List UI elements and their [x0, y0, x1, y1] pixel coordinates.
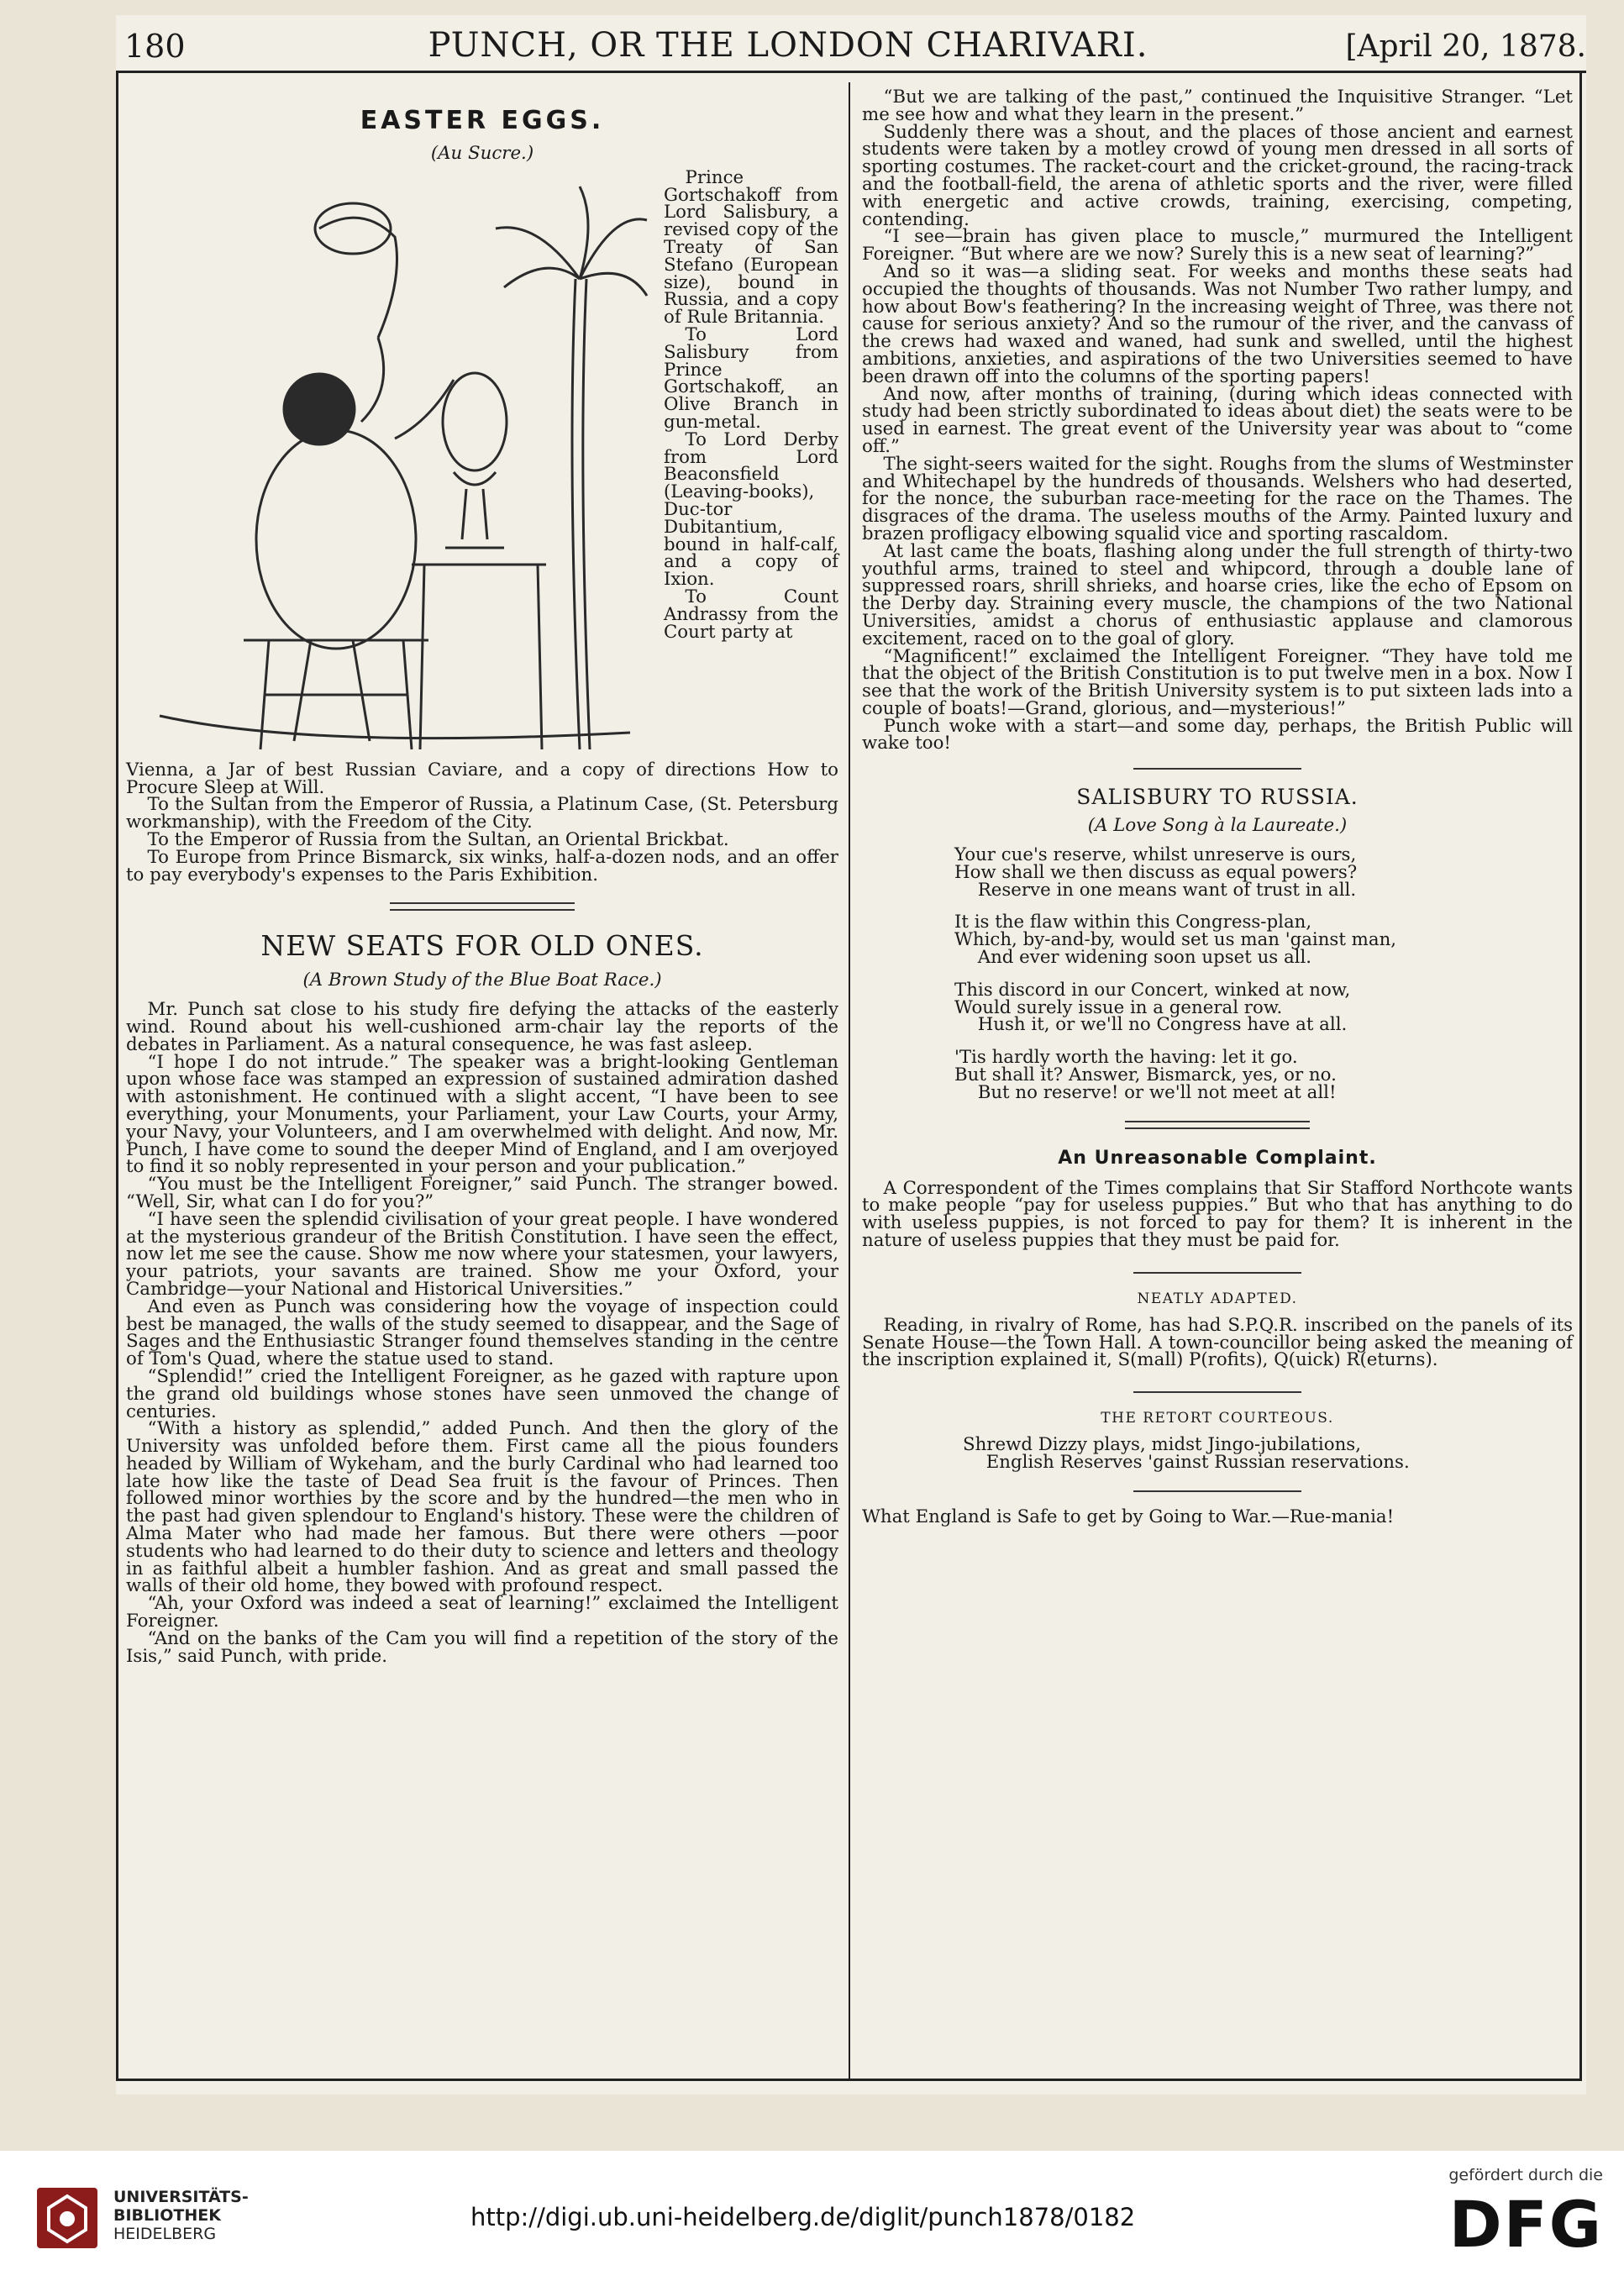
newspaper-page	[116, 15, 1586, 2094]
retort-verse	[862, 1434, 1573, 1474]
right-paragraph: At last came the boats, flashing along under the full strength of thirty-two youthful arms, trained to steel and whipcord, through a double lane of suppressed roars, shrill shrieks, and hoarse cries, like the echo of Epsom on the Derby day. Straining every muscle, the champions of the two National Universities, amidst a chorus of enthusiastic applause and clamorous excitement, raced on to the goal of glory.	[862, 540, 1573, 649]
salisbury-title: SALISBURY TO RUSSIA.	[1076, 785, 1359, 810]
poem-line: Your cue's reserve, whilst unreserve is ours,	[954, 844, 1357, 866]
easter-subtitle: (Au Sucre.)	[430, 143, 534, 164]
funding-note: gefördert durch die	[1448, 2166, 1603, 2184]
new-seats-paragraph: Mr. Punch sat close to his study fire defying the attacks of the easterly wind. Round about his well-cushioned arm-chair lay the reports of the debates in Parliament. As a natural consequence, he was fast asleep.	[126, 999, 838, 1055]
poem-line: Which, by-and-by, would set us man 'gainst man,	[954, 929, 1397, 951]
new-seats-title: NEW SEATS FOR OLD ONES.	[260, 929, 704, 963]
poem-stanza	[954, 912, 1573, 969]
salisbury-subtitle: (A Love Song à la Laureate.)	[1087, 815, 1348, 837]
poem-line: Reserve in one means want of trust in all.	[977, 879, 1357, 901]
right-paragraph: And so it was—a sliding seat. For weeks and months these seats had occupied the thoughts of thousands. Was not Number Two rather lumpy, and how about Bow's feathering? In the increasing weight of Three, was there not cause for serious anxiety? And so the rumour of the river, and the canvass of the crews had waxed and waned, had sunk and swelled, until the highest ambitions, anxieties, and aspirations of the two Universities seemed to have been drawn off into the columns of the sporting papers!	[862, 260, 1573, 387]
bottom-rule	[116, 2079, 1582, 2081]
section-divider	[1133, 1391, 1301, 1393]
poem-line: But shall it? Answer, Bismarck, yes, or no.	[954, 1064, 1337, 1086]
column-divider	[849, 82, 850, 2079]
salisbury-poem	[862, 844, 1573, 1103]
right-paragraph: And now, after months of training, (during which ideas connected with study had been strictly subordinated to ideas about diet) the seats were to be used in earnest. The great event of the University year was about to “come off.”	[862, 383, 1573, 457]
header-rule	[116, 71, 1586, 73]
page-header	[124, 15, 1586, 65]
right-paragraph: Punch woke with a start—and some day, perhaps, the British Public will wake too!	[862, 715, 1573, 754]
section-divider	[1125, 1121, 1310, 1129]
page-title: PUNCH, OR THE LONDON CHARIVARI.	[428, 26, 1148, 65]
new-seats-paragraph: “I have seen the splendid civilisation of your great people. I have wondered at the mysterious grandeur of the British Constitution. I have seen the effect, now let me see the cause. Show me now where your statesmen, your lawyers, your patriots, your savants are trained. Show me your Oxford, your Cambridge—your National and Historical Universities.”	[126, 1208, 838, 1300]
new-seats-paragraph: “Ah, your Oxford was indeed a seat of learning!” exclaimed the Intelligent Foreigner.	[126, 1593, 838, 1632]
easter-paragraph: Prince Gortschakoff from Lord Salisbury, a revised copy of the Treaty of San Stefano (European size), bound in Russia, and a copy of Rule Britannia.	[664, 166, 838, 328]
poem-line: 'Tis hardly worth the having: let it go.	[954, 1047, 1298, 1069]
easter-paragraph: To Europe from Prince Bismarck, six winks, half-a-dozen nods, and an offer to pay everybody's expenses to the Paris Exhibition.	[126, 846, 838, 886]
right-border	[1579, 71, 1582, 2079]
library-name-line: BIBLIOTHEK	[113, 2206, 221, 2225]
new-seats-paragraph: “I hope I do not intrude.” The speaker was a bright-looking Gentleman upon whose face was stamped an expression of sustained admiration dashed with astonishment. He continued with a slight accent, “I have been to see everything, your Monuments, your Parliament, your Law Courts, your Army, your Navy, your Volunteers, and I am overwhelmed with delight. And now, Mr. Punch, I have come to sound the deeper Mind of England, and I am overjoyed to find it so nobly represented in your person and your publication.”	[126, 1051, 838, 1178]
new-seats-subtitle: (A Brown Study of the Blue Boat Race.)	[302, 970, 662, 991]
easter-paragraph: To Count Andrassy from the Court party at	[664, 586, 838, 643]
new-seats-paragraph: “Splendid!” cried the Intelligent Foreigner, as he gazed with rapture upon the grand old buildings whose stones have seen unmoved the change of centuries.	[126, 1365, 838, 1422]
source-url-link[interactable]: http://digi.ub.uni-heidelberg.de/diglit/punch1878/0182	[470, 2203, 1136, 2231]
new-seats-paragraph: “You must be the Intelligent Foreigner,” said Punch. The stranger bowed. “Well, Sir, what can I do for you?”	[126, 1174, 838, 1212]
easter-paragraph: To Lord Salisbury from Prince Gortschakoff, an Olive Branch in gun-metal.	[664, 323, 838, 433]
poem-line: Would surely issue in a general row.	[954, 996, 1283, 1018]
page-date: [April 20, 1878.	[1345, 29, 1586, 64]
dfg-logo: DFG	[1448, 2187, 1603, 2262]
left-border	[116, 71, 118, 2079]
right-column	[862, 89, 1573, 1527]
new-seats-text	[126, 1001, 838, 1665]
poem-line: Shrewd Dizzy plays, midst Jingo-jubilations,	[963, 1434, 1361, 1456]
easter-paragraph: To the Sultan from the Emperor of Russia, a Platinum Case, (St. Petersburg workmanship), with the Freedom of the City.	[126, 794, 838, 833]
closing-text	[862, 1506, 1573, 1527]
easter-title: EASTER EGGS.	[360, 106, 605, 135]
library-name-line: UNIVERSITÄTS-	[113, 2188, 249, 2206]
right-paragraph: “But we are talking of the past,” continued the Inquisitive Stranger. “Let me see how and what they learn in the present.”	[862, 87, 1573, 125]
library-name-line: HEIDELBERG	[113, 2225, 217, 2243]
retort-title: THE RETORT COURTEOUS.	[1101, 1410, 1334, 1427]
right-paragraph: “I see—brain has given place to muscle,” murmured the Intelligent Foreigner. “But where are we now? Surely this is a new seat of learning?”	[862, 226, 1573, 265]
right-paragraph: The sight-seers waited for the sight. Roughs from the slums of Westminster and Whitechapel by the hundreds of thousands. Welshers who had deserted, for the nonce, the suburban race-meeting for the race on the Thames. The disgraces of the drama. The useless mouths of the Army. Painted luxury and brazen profligacy elbowing squalid vice and sporting rascaldom.	[862, 453, 1573, 544]
digitization-footer	[0, 2151, 1624, 2281]
library-seal-icon	[34, 2184, 101, 2252]
poem-line: Hush it, or we'll no Congress have at all.	[977, 1014, 1348, 1036]
easter-wrap-text	[664, 166, 838, 643]
left-column	[126, 106, 838, 1665]
page-number: 180	[124, 28, 186, 65]
closing-line: What England is Safe to get by Going to War.—Rue-mania!	[862, 1506, 1395, 1527]
easter-full-text	[126, 759, 838, 886]
neatly-title: NEATLY ADAPTED.	[1137, 1290, 1298, 1307]
neatly-paragraph: Reading, in rivalry of Rome, has had S.P.Q.R. inscribed on the panels of its Senate House—the Town Hall. A town-councillor being asked the meaning of the inscription explained it, S(mall) P(rofits), Q(uick) R(eturns).	[862, 1314, 1573, 1371]
poem-line: How shall we then discuss as equal powers?	[954, 861, 1358, 883]
complaint-text	[862, 1177, 1573, 1252]
section-divider	[1133, 768, 1301, 770]
easter-paragraph: To Lord Derby from Lord Beaconsfield (Leaving-books), Duc-tor Dubitantium, bound in half-calf, and a copy of Ixion.	[664, 428, 838, 591]
right-paragraph: “Magnificent!” exclaimed the Intelligent Foreigner. “They have told me that the object of the British Constitution is to put twelve men in a box. Now I see that the work of the British University system is to put sixteen lads into a couple of boats!—Grand, glorious, and—mysterious!”	[862, 645, 1573, 719]
poem-stanza	[954, 844, 1573, 901]
poem-line: English Reserves 'gainst Russian reservations.	[985, 1452, 1410, 1474]
new-seats-paragraph: “And on the banks of the Cam you will find a repetition of the story of the Isis,” said Punch, with pride.	[126, 1627, 838, 1667]
illustration-ostrich-egg	[143, 170, 655, 758]
poem-line: This discord in our Concert, winked at now,	[954, 979, 1351, 1001]
new-seats-paragraph: “With a history as splendid,” added Punch. And then the glory of the University was unfolded before them. First came all the pious founders headed by William of Wykeham, and the burly Cardinal who had learned too late how like the taste of Dead Sea fruit is the favour of Princes. Then followed minor worthies by the score and by the hundred—the men who in the past had given splendour to England's history. These were the children of Alma Mater who had made her famous. But there were others —poor students who had learned to do their duty to science and letters and theology in as faithful albeit a humbler fashion. And as great and small passed the walls of their old home, they bowed with profound respect.	[126, 1418, 838, 1597]
easter-paragraph: Vienna, a Jar of best Russian Caviare, and a copy of directions How to Procure Sleep at Will.	[126, 759, 838, 798]
section-divider	[390, 902, 575, 911]
library-name	[113, 2188, 249, 2243]
complaint-title: An Unreasonable Complaint.	[1058, 1147, 1377, 1169]
new-seats-continued	[862, 89, 1573, 753]
poem-line: But no reserve! or we'll not meet at all!	[977, 1081, 1337, 1103]
complaint-paragraph: A Correspondent of the Times complains that Sir Stafford Northcote wants to make people “pay for useless puppies.” But who that has anything to do with useless puppies, is not forced to pay for them? It is inherent in the nature of useless puppies that they must be paid for.	[862, 1177, 1573, 1252]
section-divider	[1133, 1272, 1301, 1274]
new-seats-paragraph: And even as Punch was considering how the voyage of inspection could best be managed, the walls of the study seemed to disappear, and the Sage of Sages and the Enthusiastic Stranger found themselves standing in the centre of Tom's Quad, where the statue used to stand.	[126, 1296, 838, 1370]
poem-line: And ever widening soon upset us all.	[977, 947, 1312, 969]
neatly-text	[862, 1314, 1573, 1371]
section-divider	[1133, 1490, 1301, 1492]
easter-illustration-block	[126, 166, 838, 762]
right-paragraph: Suddenly there was a shout, and the places of those ancient and earnest students were taken by a motley crowd of young men dressed in all sorts of sporting costumes. The racket-court and the cricket-ground, the racing-track and the football-field, the arena of athletic sports and the river, were filled with energetic and active crowds, training, exercising, competing, contending.	[862, 121, 1573, 230]
poem-stanza	[954, 1049, 1573, 1101]
poem-stanza	[954, 979, 1573, 1036]
easter-paragraph: To the Emperor of Russia from the Sultan, an Oriental Brickbat.	[147, 828, 729, 850]
poem-line: It is the flaw within this Congress-plan,	[954, 912, 1312, 933]
